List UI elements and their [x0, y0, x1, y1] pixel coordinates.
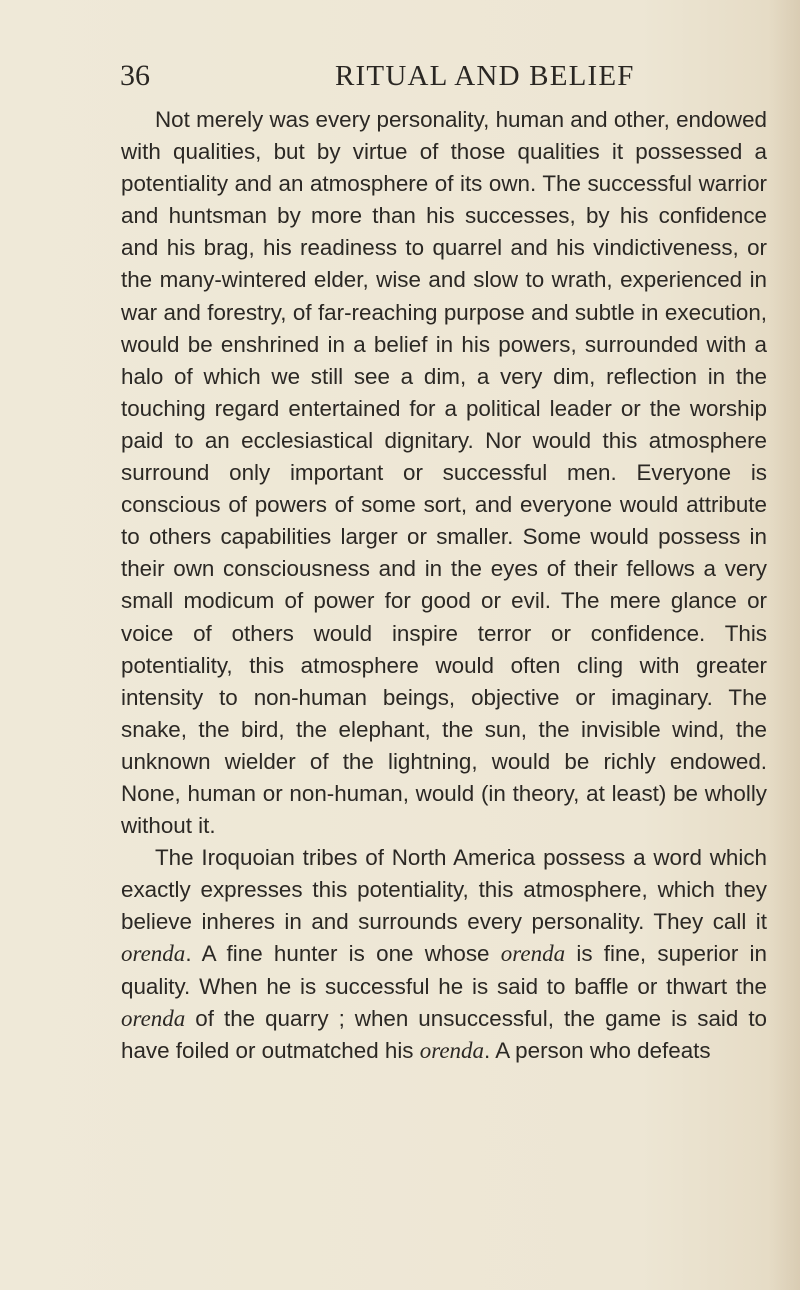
text-segment: Not merely was every personality, human and other, endowed with qualities, but by virtue of those qualities it possessed a potentiality and an atmosphere of its own. The successful warrior and huntsman by more than his successes, by his confidence and his brag, his readiness to quarrel and his vindictiveness, or the many-wintered elder, wise and slow to wrath, experienced in war and forestry, of far-reaching purpose and subtle in execution, would be enshrined in a belief in his powers, surrounded with a halo of which we still see a dim, a very dim, reflection in the touching regard entertained for a political leader or the worship paid to an ecclesiastical dignitary. Nor would this atmosphere surround only important or successful men. Everyone is conscious of powers of some sort, and everyone would attribute to others capabilities larger or smaller. Some would possess in their own consciousness and in the eyes of their fellows a very small modicum of power for good or evil. The mere glance or voice of others would inspire terror or confidence. This potentiality, this atmosphere would often cling with greater intensity to non-human beings, objective or imaginary. The snake, the bird, the elephant, the sun, the invisible wind, the unknown wielder of the lightning, would be richly endowed. None, human or non-human, would (in theory, at least) be wholly without it.	[121, 107, 767, 839]
italic-term: orenda	[500, 941, 566, 967]
text-segment: . A fine hunter is one whose	[185, 941, 501, 967]
paragraph	[121, 104, 767, 842]
text-segment: . A person who defeats	[484, 1037, 711, 1063]
text-segment: is fine, superior in quality. When he is successful he is said to baffle or thwart the	[121, 941, 767, 999]
text-segment: The Iroquoian tribes of North America possess a word which exactly expresses this potentiality, this atmosphere, which they believe inheres in and surrounds every personality. They call it	[121, 845, 767, 935]
page-header	[120, 58, 760, 98]
body-text	[121, 104, 767, 1067]
paragraph	[121, 842, 767, 1067]
running-head: RITUAL AND BELIEF	[335, 60, 635, 92]
italic-term: orenda	[419, 1037, 485, 1063]
italic-term: orenda	[121, 1005, 186, 1031]
italic-term: orenda	[121, 941, 186, 967]
text-segment: of the quarry ; when unsuccessful, the game is said to have foiled or outmatched his	[121, 1005, 767, 1063]
page-number: 36	[120, 59, 150, 92]
